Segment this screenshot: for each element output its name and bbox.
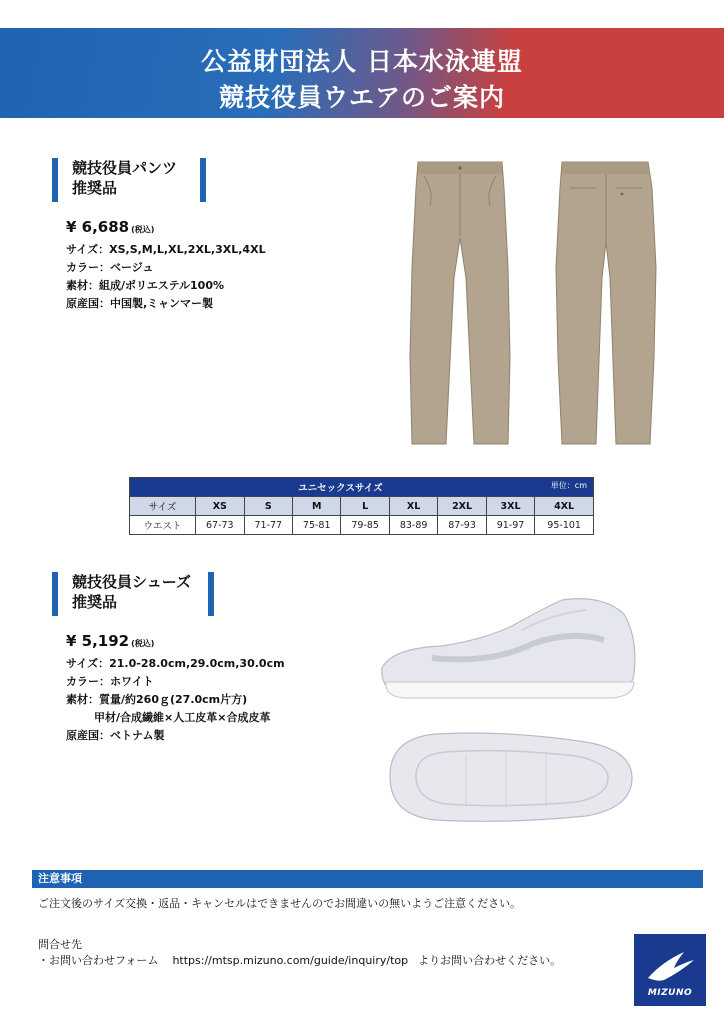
- contact-line: [38, 952, 561, 968]
- size-col-xl: XL: [389, 497, 437, 516]
- banner-title-line2: 競技役員ウエアのご案内: [218, 83, 505, 112]
- pants-spec-list: [66, 241, 266, 313]
- pants-section-heading: [52, 158, 206, 202]
- waist-cell: 83-89: [389, 516, 437, 535]
- runbird-icon: [634, 940, 706, 990]
- size-table-title: [130, 478, 594, 497]
- shoes-section-heading: [52, 572, 214, 616]
- waist-cell: 87-93: [438, 516, 486, 535]
- size-table-title-text: ユニセックスサイズ: [298, 483, 383, 494]
- size-col-m: M: [292, 497, 340, 516]
- size-col-s: S: [244, 497, 292, 516]
- pants-price: [66, 218, 154, 236]
- mizuno-logo: [634, 934, 706, 1006]
- waist-cell: 71-77: [244, 516, 292, 535]
- shoes-spec-color: カラー：ホワイト: [66, 675, 154, 688]
- pants-price-tax: (税込): [131, 225, 155, 234]
- size-header-label: サイズ: [130, 497, 196, 516]
- shoes-heading-line1: 競技役員シューズ: [72, 573, 191, 591]
- waist-cell: 75-81: [292, 516, 340, 535]
- waist-cell: 79-85: [341, 516, 389, 535]
- waist-row: [130, 516, 594, 535]
- shoe-side-image: [372, 590, 644, 710]
- shoes-price-tax: (税込): [131, 639, 155, 648]
- pants-spec-color: カラー：ベージュ: [66, 261, 154, 274]
- notice-bar: 注意事項: [32, 870, 703, 888]
- size-table: [129, 477, 594, 535]
- shoes-spec-material: 素材：質量/約260ｇ(27.0cm片方): [66, 693, 248, 706]
- size-header-row: [130, 497, 594, 516]
- pants-back-image: [550, 158, 662, 448]
- size-col-4xl: 4XL: [535, 497, 594, 516]
- shoe-sole-image: [376, 724, 642, 828]
- shoes-spec-list: [66, 655, 285, 745]
- logo-text: MIZUNO: [647, 988, 693, 998]
- waist-cell: 91-97: [486, 516, 534, 535]
- pants-price-value: ¥ 6,688: [66, 218, 130, 236]
- pants-spec-origin: 原産国：中国製,ミャンマー製: [66, 297, 213, 310]
- shoes-spec-size: サイズ：21.0-28.0cm,29.0cm,30.0cm: [66, 657, 285, 670]
- size-table-unit: 単位：cm: [550, 481, 587, 490]
- pants-front-image: [404, 158, 516, 448]
- contact-title: 問合せ先: [38, 938, 82, 951]
- contact-suffix: よりお問い合わせください。: [418, 954, 562, 967]
- waist-row-label: ウエスト: [130, 516, 196, 535]
- shoes-spec-upper-material: 甲材/合成繊維×人工皮革×合成皮革: [94, 711, 271, 724]
- shoes-heading-line2: 推奨品: [72, 593, 118, 611]
- pants-spec-material: 素材：組成/ポリエステル100%: [66, 279, 225, 292]
- title-banner: [0, 28, 724, 118]
- size-col-3xl: 3XL: [486, 497, 534, 516]
- shoes-price-value: ¥ 5,192: [66, 632, 130, 650]
- shoes-spec-origin: 原産国：ベトナム製: [66, 729, 165, 742]
- banner-title-line1: 公益財団法人 日本水泳連盟: [201, 47, 523, 76]
- size-col-l: L: [341, 497, 389, 516]
- shoes-price: [66, 632, 154, 650]
- pants-spec-size: サイズ：XS,S,M,L,XL,2XL,3XL,4XL: [66, 243, 266, 256]
- size-col-xs: XS: [196, 497, 244, 516]
- inquiry-link[interactable]: https://mtsp.mizuno.com/guide/inquiry/top: [172, 954, 409, 967]
- pants-heading-line2: 推奨品: [72, 179, 118, 197]
- pants-heading-line1: 競技役員パンツ: [72, 159, 178, 177]
- size-col-2xl: 2XL: [438, 497, 486, 516]
- contact-prefix: ・お問い合わせフォーム: [38, 954, 159, 967]
- notice-text: ご注文後のサイズ交換・返品・キャンセルはできませんのでお間違いの無いようご注意ください。: [38, 897, 522, 910]
- waist-cell: 95-101: [535, 516, 594, 535]
- waist-cell: 67-73: [196, 516, 244, 535]
